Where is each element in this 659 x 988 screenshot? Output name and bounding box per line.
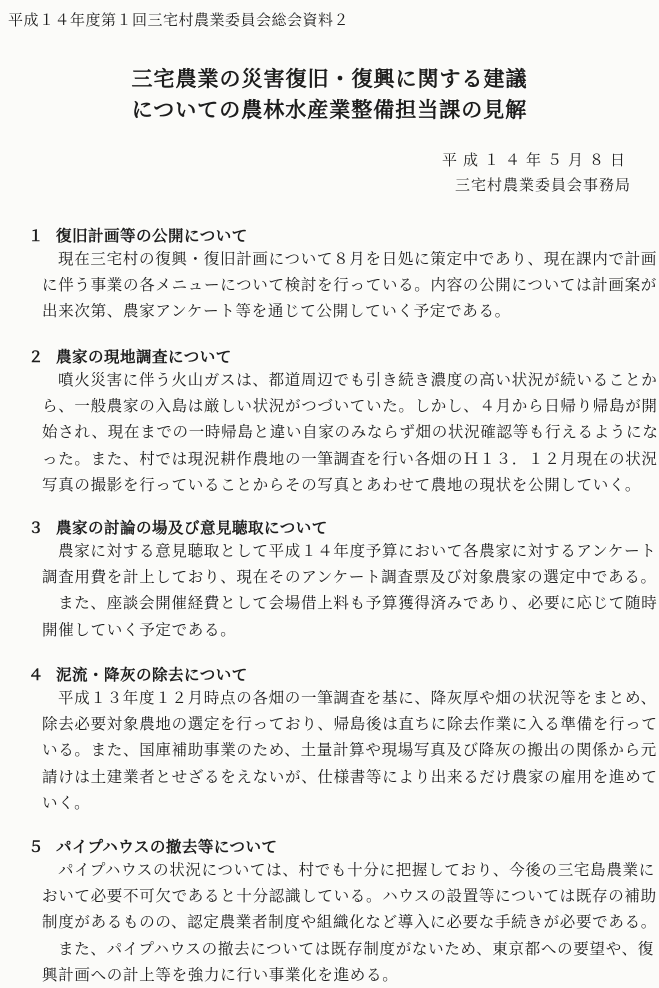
paragraph-line: 平成１３年度１２月時点の各畑の一筆調査を基に、降灰厚や畑の状況等をまとめ、 <box>58 689 657 707</box>
paragraph-line: 現在三宅村の復興・復旧計画について８月を日処に策定中であり、現在課内で計画 <box>58 250 658 268</box>
section-title: 農家の討論の場及び意見聴取について <box>56 518 328 537</box>
section-number: ５ <box>28 837 44 856</box>
paragraph-line: いく。 <box>42 793 91 812</box>
paragraph-line: パイプハウスの状況については、村でも十分に把握しており、今後の三宅島農業に <box>58 861 655 879</box>
paragraph-line: 調査用費を計上しており、現在そのアンケート調査票及び対象農家の選定中である。 <box>42 568 657 587</box>
paragraph-line: 写真の撮影を行っていることからその写真とあわせて農地の現状を公開していく。 <box>42 475 642 494</box>
section-body <box>42 246 658 325</box>
paragraph-line: った。また、村では現況耕作農地の一筆調査を行い各畑のＨ１３．１２月現在の状況 <box>42 449 658 468</box>
paragraph-line: に伴う事業の各メニューについて検討を行っている。内容の公開については計画案が <box>42 276 657 295</box>
paragraph-line: 制度があるものの、認定農業者制度や組織化など導入に必要な手続きが必要である。 <box>42 913 657 932</box>
section-4 <box>0 663 659 816</box>
section-3 <box>0 516 659 643</box>
document-title-line1: 三宅農業の災害復旧・復興に関する建議 <box>131 66 528 91</box>
section-number: ４ <box>28 665 44 684</box>
section-title: パイプハウスの撤去等について <box>56 837 278 856</box>
paragraph-line: また、パイプハウスの撤去については既存制度がないため、東京都への要望や、復 <box>58 939 654 958</box>
section-1 <box>0 224 659 325</box>
header-note: 平成１４年度第１回三宅村農業委員会総会資料２ <box>8 11 350 29</box>
paragraph-line: 興計画への計上等を強力に行い事業化を進める。 <box>42 965 399 984</box>
paragraph-line: 農家に対する意見聴取として平成１４年度予算において各農家に対するアンケート <box>58 542 657 560</box>
document-date: 平成１４年５月８日 <box>441 151 631 169</box>
document-title-line2: についての農林水産業整備担当課の見解 <box>131 97 528 122</box>
section-body <box>42 857 657 988</box>
section-body <box>42 538 658 643</box>
section-body <box>42 367 659 498</box>
paragraph-line: 始され、現在までの一時帰島と違い自家のみならず畑の状況確認等も行えるようにな <box>42 423 659 442</box>
section-body <box>42 685 658 816</box>
section-number: ３ <box>28 518 44 537</box>
paragraph-line: おいて必要不可欠であると十分認識している。ハウスの設置等については既存の補助 <box>42 887 657 906</box>
section-number: １ <box>28 226 44 245</box>
paragraph-line: 除去必要対象農地の選定を行っており、帰島後は直ちに除去作業に入る準備を行って <box>42 715 658 734</box>
section-2 <box>0 345 659 498</box>
section-5 <box>0 835 659 988</box>
document-issuer: 三宅村農業委員会事務局 <box>454 176 631 194</box>
paragraph-line: 開催していく予定である。 <box>42 620 237 639</box>
paragraph-line: 噴火災害に伴う火山ガスは、都道周辺でも引き続き濃度の高い状況が続いることか <box>58 371 658 389</box>
section-title: 泥流・降灰の除去について <box>56 665 248 684</box>
section-title: 復旧計画等の公開について <box>56 226 248 245</box>
section-title: 農家の現地調査について <box>56 347 232 366</box>
section-number: ２ <box>28 347 44 366</box>
paragraph-line: 出来次第、農家アンケート等を通じて公開していく予定である。 <box>42 302 511 321</box>
paragraph-line: 請けは土建業者とせざるをえないが、仕様書等により出来るだけ農家の雇用を進めて <box>42 767 658 786</box>
paragraph-line: また、座談会開催経費として会場借上料も予算獲得済みであり、必要に応じて随時 <box>58 594 658 613</box>
paragraph-line: ら、一般農家の入島は厳しい状況がつづいていた。しかし、４月から日帰り帰島が開 <box>42 397 658 416</box>
paragraph-line: いる。また、国庫補助事業のため、土量計算や現場写真及び降灰の搬出の関係から元 <box>42 741 657 760</box>
